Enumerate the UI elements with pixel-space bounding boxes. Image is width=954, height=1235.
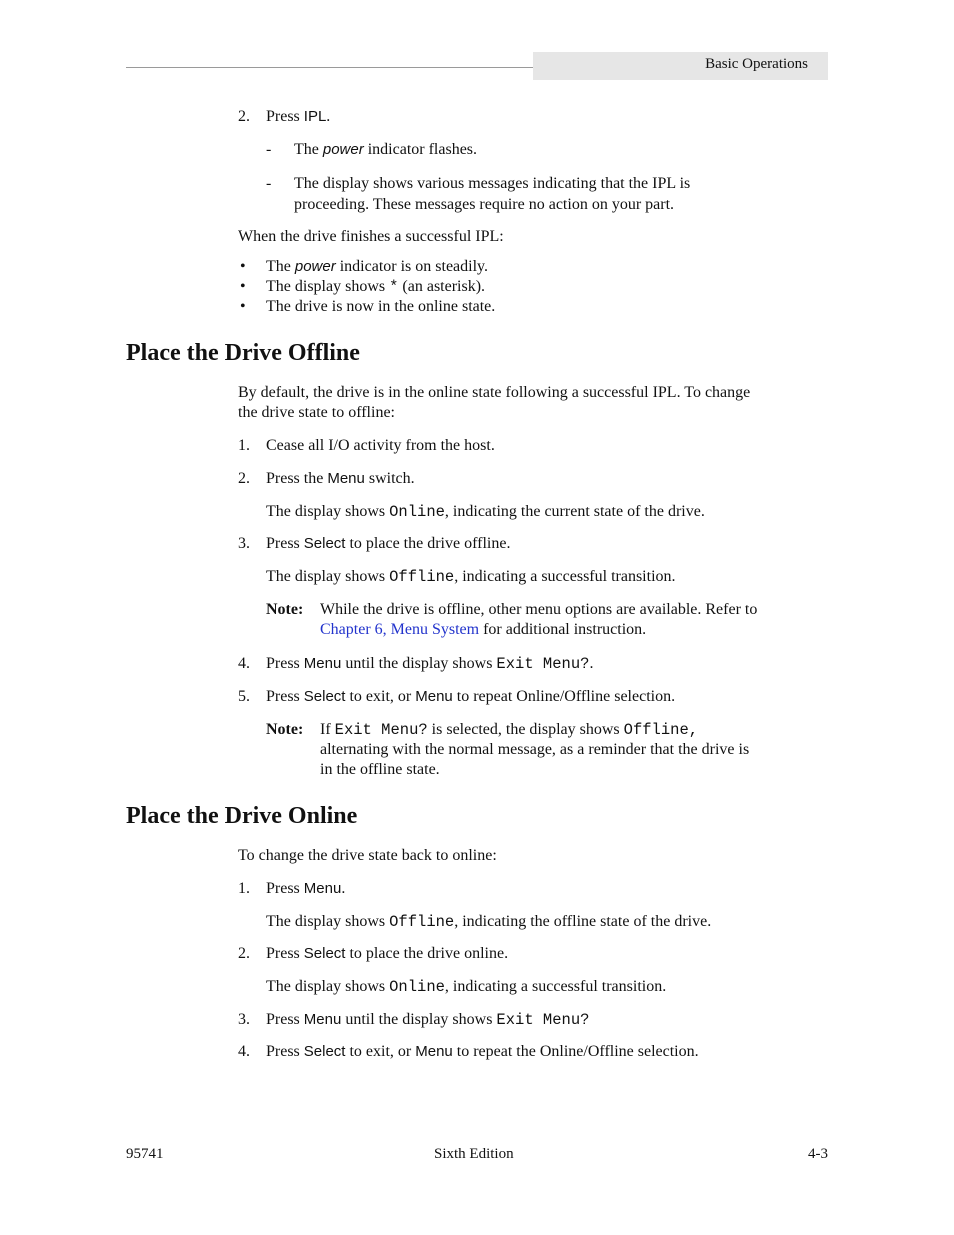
step-number: 3. bbox=[238, 535, 250, 552]
offline-step-2-result: The display shows Online, indicating the current state of the drive. bbox=[266, 503, 705, 521]
bullet: • bbox=[240, 258, 246, 275]
bullet: • bbox=[240, 278, 246, 295]
key-menu: Menu bbox=[415, 688, 453, 705]
key-ipl: IPL bbox=[303, 108, 327, 125]
offline-step-2: Press the Menu switch. bbox=[266, 470, 415, 487]
chapter-6-link[interactable]: Chapter 6, Menu System bbox=[320, 621, 480, 638]
key-select: Select bbox=[303, 1043, 346, 1060]
note-label: Note: bbox=[266, 721, 304, 738]
sub-item-power-flashes: The power indicator flashes. bbox=[294, 141, 478, 158]
footer-edition: Sixth Edition bbox=[434, 1146, 514, 1162]
sub-item-messages-line2: proceeding. These messages require no action on your part. bbox=[294, 196, 675, 213]
note-label: Note: bbox=[266, 601, 304, 618]
bullet-item-online-state: The drive is now in the online state. bbox=[266, 298, 496, 315]
online-step-3: Press Menu until the display shows Exit Menu? bbox=[266, 1011, 590, 1029]
code-asterisk: * bbox=[389, 278, 399, 296]
header-section-title: Basic Operations bbox=[705, 56, 808, 72]
offline-step-4: Press Menu until the display shows Exit Menu?. bbox=[266, 655, 594, 673]
key-menu: Menu bbox=[303, 655, 342, 672]
bullet: • bbox=[240, 298, 246, 315]
offline-intro-line1: By default, the drive is in the online state following a successful IPL. To change bbox=[238, 384, 751, 401]
offline-step-1: Cease all I/O activity from the host. bbox=[266, 437, 495, 454]
header-rule bbox=[126, 67, 534, 68]
step-number: 1. bbox=[238, 880, 250, 897]
online-step-4: Press Select to exit, or Menu to repeat the Online/Offline selection. bbox=[266, 1043, 699, 1060]
step-ipl: Press IPL. bbox=[266, 108, 331, 125]
key-power: power bbox=[294, 258, 336, 275]
heading-place-drive-online: Place the Drive Online bbox=[126, 803, 358, 829]
offline-step-3-result: The display shows Offline, indicating a successful transition. bbox=[266, 568, 676, 586]
code-exit-menu: Exit Menu? bbox=[334, 721, 428, 739]
step-number: 2. bbox=[238, 470, 250, 487]
online-step-1: Press Menu. bbox=[266, 880, 346, 897]
bullet-item-power-steady: The power indicator is on steadily. bbox=[266, 258, 488, 275]
sub-dash: - bbox=[266, 141, 272, 158]
step-number: 2. bbox=[238, 108, 250, 125]
sub-item-messages-line1: The display shows various messages indicating that the IPL is bbox=[294, 175, 691, 192]
step-number: 3. bbox=[238, 1011, 250, 1028]
key-select: Select bbox=[303, 688, 346, 705]
note1-line1: While the drive is offline, other menu options are available. Refer to bbox=[320, 601, 758, 618]
code-offline: Offline bbox=[389, 913, 455, 931]
heading-place-drive-offline: Place the Drive Offline bbox=[126, 340, 360, 366]
step-number: 2. bbox=[238, 945, 250, 962]
key-menu: Menu bbox=[415, 1043, 453, 1060]
online-step-2: Press Select to place the drive online. bbox=[266, 945, 509, 962]
step-number: 4. bbox=[238, 655, 250, 672]
bullet-item-asterisk: The display shows * (an asterisk). bbox=[266, 278, 486, 296]
key-menu: Menu bbox=[303, 1011, 342, 1028]
note2-line3: in the offline state. bbox=[320, 761, 440, 778]
code-online: Online bbox=[389, 978, 445, 996]
step-number: 4. bbox=[238, 1043, 250, 1060]
key-menu: Menu bbox=[303, 880, 342, 897]
code-exit-menu: Exit Menu? bbox=[496, 655, 590, 673]
online-step-2-result: The display shows Online, indicating a successful transition. bbox=[266, 978, 667, 996]
code-offline: Offline bbox=[389, 568, 455, 586]
code-online: Online bbox=[389, 503, 445, 521]
key-select: Select bbox=[303, 535, 346, 552]
online-intro: To change the drive state back to online: bbox=[238, 847, 497, 864]
success-intro: When the drive finishes a successful IPL: bbox=[238, 228, 504, 245]
code-offline: Offline, bbox=[623, 721, 699, 739]
code-exit-menu: Exit Menu? bbox=[496, 1011, 590, 1029]
sub-dash: - bbox=[266, 175, 272, 192]
note1-line2: Chapter 6, Menu System for additional instruction. bbox=[320, 621, 647, 638]
step-number: 5. bbox=[238, 688, 250, 705]
key-power: power bbox=[322, 141, 364, 158]
key-select: Select bbox=[303, 945, 346, 962]
online-step-1-result: The display shows Offline, indicating the offline state of the drive. bbox=[266, 913, 712, 931]
offline-intro-line2: the drive state to offline: bbox=[238, 404, 395, 421]
key-menu: Menu bbox=[327, 470, 365, 487]
step-number: 1. bbox=[238, 437, 250, 454]
note2-line1: If Exit Menu? is selected, the display shows Offline, bbox=[320, 721, 699, 739]
note2-line2: alternating with the normal message, as a reminder that the drive is bbox=[320, 741, 750, 758]
footer-doc-number: 95741 bbox=[126, 1146, 164, 1162]
offline-step-5: Press Select to exit, or Menu to repeat Online/Offline selection. bbox=[266, 688, 676, 705]
footer-page-number: 4-3 bbox=[808, 1146, 828, 1162]
offline-step-3: Press Select to place the drive offline. bbox=[266, 535, 511, 552]
